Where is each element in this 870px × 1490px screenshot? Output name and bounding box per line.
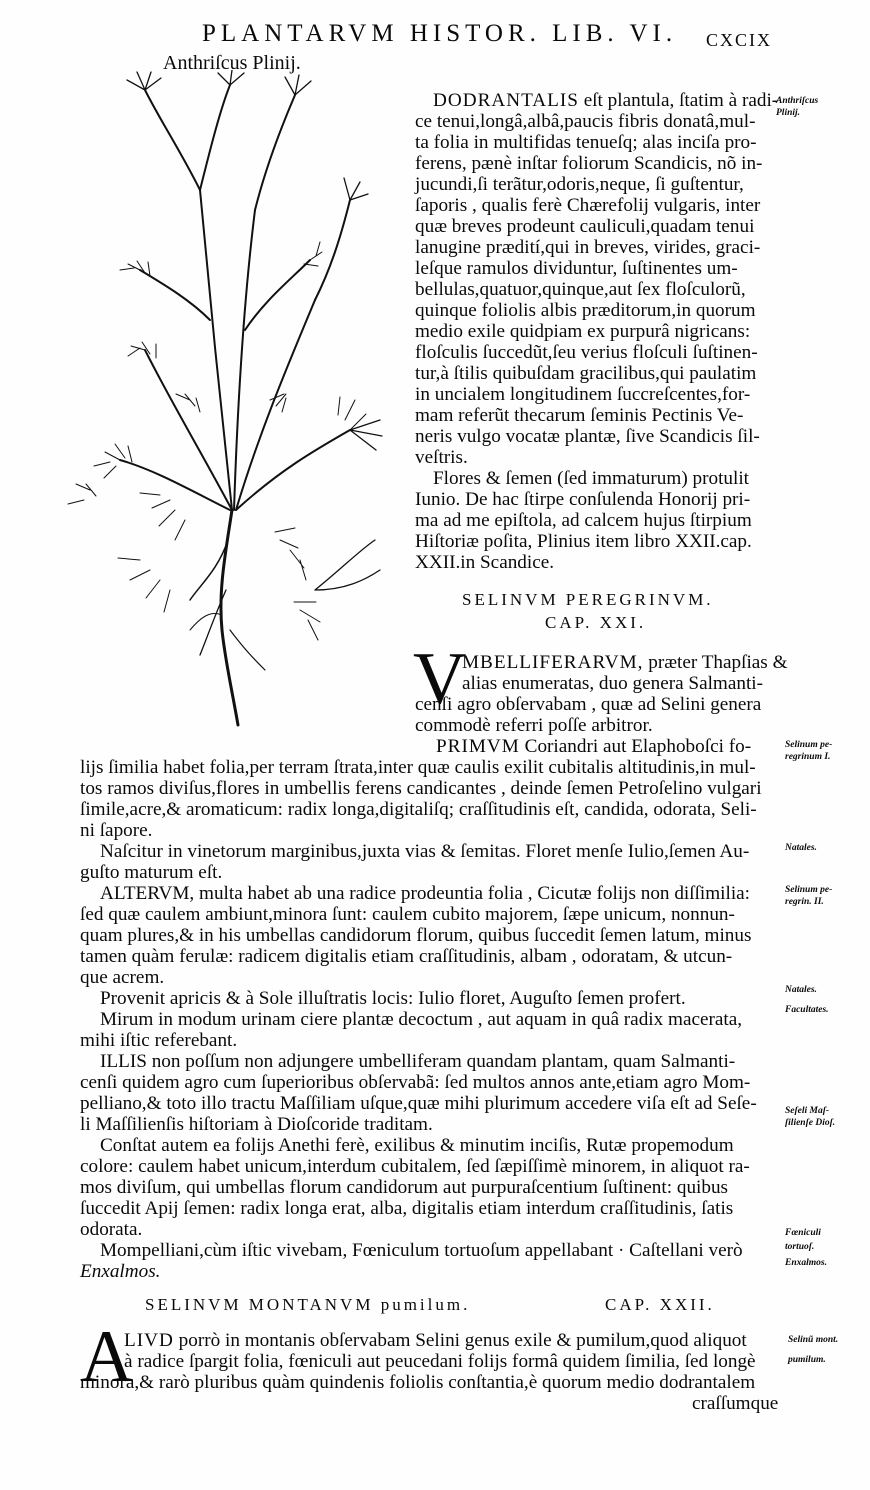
- margin-note: Anthriſcus: [776, 96, 819, 106]
- col-a-line: ma ad me epiſtola, ad calcem hujus ſtirpium: [415, 510, 752, 531]
- margin-note: Selinum pe-: [785, 740, 833, 750]
- margin-note: Selinũ mont.: [788, 1335, 839, 1345]
- col-a-line: jucundi,ſi terãtur,odoris,neque, ſi guſtentur,: [415, 174, 744, 195]
- col-a-line: medio exile quidpiam ex purpurâ nigricans:: [415, 321, 751, 342]
- body-line: que acrem.: [80, 967, 165, 988]
- margin-note: Natales.: [785, 985, 817, 995]
- body-line: odorata.: [80, 1219, 143, 1240]
- col-a-line: Iunio. De hac ſtirpe conſulenda Honorij pri-: [415, 489, 751, 510]
- body-line: tos ramos diviſus,flores in umbellis ferens candicantes , deinde ſemen Petroſelino vulgari: [80, 778, 762, 799]
- col-a-line: Hiſtoriæ poſita, Plinius item libro XXII.cap.: [415, 531, 752, 552]
- body-line: guſto maturum eſt.: [80, 862, 223, 883]
- body-line: ſuccedit Apij ſemen: radix longa erat, alba, digitalis etiam interdum craſſitudinis, ſatis: [80, 1198, 734, 1219]
- plant-illustration: [50, 70, 395, 735]
- chapter-heading: SELINVM PEREGRINVM.: [462, 590, 714, 609]
- body-line: ſimile,acre,& aromaticum: radix longa,digitaliſq; craſſitudinis eſt, candida, odorata, Seli-: [80, 799, 757, 820]
- body-line: Mompelliani,cùm iſtic vivebam, Fœniculum tortuoſum appellabant · Caſtellani verò: [100, 1240, 743, 1261]
- leaf-fronds: [68, 242, 366, 640]
- drop-cap: A: [80, 1316, 134, 1398]
- body-line: quam plures,& in his umbellas candidorum florum, quibus ſuccedit ſemen latum, minus: [80, 925, 752, 946]
- lead-word-primum: PRIMVM: [436, 736, 520, 757]
- margin-note: Facultates.: [785, 1005, 829, 1015]
- chapter-number: CAP. XXI.: [545, 613, 647, 632]
- body-line: cenſi quidem agro cum ſuperioribus obſervabã: ſed multos annos ante,etiam agro Mom-: [80, 1072, 751, 1093]
- figure-caption: Anthriſcus Plinij.: [163, 52, 301, 74]
- col-a-line: neris vulgo vocatæ plantæ, ſive Scandicis ſil-: [415, 426, 760, 447]
- col-a-line: [433, 90, 778, 111]
- body-line: Mirum in modum urinam ciere plantæ decoctum , aut aquam in quâ radix macerata,: [100, 1009, 743, 1030]
- body-line: pelliano,& toto illo tractu Maſſiliam uſque,quæ mihi plurimum accedere viſa eſt ad Seſe-: [80, 1093, 757, 1114]
- margin-note: Fœniculi: [785, 1228, 821, 1238]
- col-a-line: XXII.in Scandice.: [415, 552, 555, 573]
- col-a-line: veſtris.: [415, 447, 468, 468]
- margin-note: ſilienſe Dioſ.: [785, 1118, 836, 1128]
- body-line: ſed quæ caulem ambiunt,minora ſunt: caulem cubito majorem, ſæpe unicum, nonnun-: [80, 904, 735, 925]
- body-line: ALTERVM, multa habet ab una radice prodeuntia folia , Cicutæ folijs non diſſimilia:: [100, 883, 751, 904]
- cap22-text: porrò in montanis obſervabam Selini genus exile & pumilum,quod aliquot: [173, 1330, 747, 1351]
- body-line: ni ſapore.: [80, 820, 153, 841]
- body-line: Naſcitur in vinetorum marginibus,juxta vias & ſemitas. Floret menſe Iulio,ſemen Au-: [100, 841, 750, 862]
- running-title: PLANTARVM HISTOR. LIB. VI.: [202, 20, 678, 47]
- col-a-line: tur,à ſtilis quibuſdam gracilibus,qui paulatim: [415, 363, 757, 384]
- body-line: mihi iſtic referebant.: [80, 1030, 238, 1051]
- lead-word-alivd: LIVD: [124, 1330, 174, 1351]
- catchword: craſſumque: [692, 1393, 779, 1414]
- cap21-line: alias enumeratas, duo genera Salmanti-: [462, 673, 764, 694]
- col-a-line: Flores & ſemen (ſed immaturum) protulit: [433, 468, 750, 489]
- body-line: tamen quàm ferulæ: radicem digitalis etiam craſſitudinis, albam , odoratam, & utcun-: [80, 946, 733, 967]
- cap21-line: cenſi agro obſervabam , quæ ad Selini genera: [415, 694, 762, 715]
- margin-note: regrin. II.: [785, 897, 824, 907]
- lead-word-dodrantalis: DODRANTALIS: [433, 90, 579, 111]
- cap21-line: [436, 736, 751, 757]
- body-line: mos diviſum, qui umbellas florum candidorum aut purpuraſcentium ſuſtinent: quibus: [80, 1177, 729, 1198]
- drop-cap: V: [413, 638, 467, 720]
- margin-note: Enxalmos.: [785, 1258, 827, 1268]
- lead-word-umbelliferarum: MBELLIFERARVM,: [462, 652, 644, 673]
- col-a-line: mam referũt thecarum ſeminis Pectinis Ve-: [415, 405, 744, 426]
- chapter-number: CAP. XXII.: [605, 1295, 715, 1314]
- stems: [120, 85, 350, 510]
- page-number: CXCIX: [706, 30, 773, 50]
- body-line: ILLIS non poſſum non adjungere umbelliferam quandam plantam, quam Salmanti-: [100, 1051, 736, 1072]
- margin-note: tortuoſ.: [785, 1242, 815, 1252]
- body-line: colore: caulem habet unicum,interdum cubitalem, ſed ſæpiſſimè minorem, in aliquot ra-: [80, 1156, 750, 1177]
- body-line: Enxalmos.: [80, 1261, 161, 1282]
- cap22-line: minora,& rarò pluribus quàm quindenis foliolis conſtantia,è quorum medio dodrantalem: [80, 1372, 756, 1393]
- margin-note: Seſeli Maſ-: [785, 1106, 830, 1116]
- col-a-line: bellulas,quatuor,quinque,aut ſex floſculorũ,: [415, 279, 746, 300]
- margin-note: Natales.: [785, 843, 817, 853]
- margin-note: Plinij.: [776, 108, 801, 118]
- chapter-heading: SELINVM MONTANVM pumilum.: [145, 1295, 471, 1314]
- body-line: lijs ſimilia habet folia,per terram ſtrata,inter quæ caulis exilit cubitalis altitudinis,in mul-: [80, 757, 756, 778]
- margin-note: Selinum pe-: [785, 885, 833, 895]
- col-a-text: eſt plantula, ſtatim à radi-: [578, 90, 779, 111]
- col-a-line: in uncialem longitudinem ſuccreſcentes,for-: [415, 384, 751, 405]
- cap22-line: [124, 1330, 747, 1351]
- col-a-line: floſculis ſuccedũt,ſeu verius floſculi ſuſtinen-: [415, 342, 758, 363]
- cap21-text: Coriandri aut Elaphoboſci fo-: [519, 736, 752, 757]
- cap21-text: præter Thapſias &: [643, 652, 788, 673]
- cap21-line: [462, 652, 788, 673]
- body-line: li Maſſilienſis hiſtoriam à Dioſcoride traditam.: [80, 1114, 433, 1135]
- col-a-line: ce tenui,longâ,albâ,paucis fibris donatâ,mul-: [415, 111, 756, 132]
- margin-note: regrinum I.: [785, 752, 831, 762]
- seed-spikes: [127, 70, 382, 590]
- taproot: [190, 510, 265, 725]
- body-line: Provenit apricis & à Sole illuſtratis locis: Iulio floret, Auguſto ſemen profert.: [100, 988, 686, 1009]
- cap21-line: commodè referri poſſe arbitror.: [415, 715, 653, 736]
- col-a-line: quinque foliolis albis præditorum,in quorum: [415, 300, 756, 321]
- col-a-line: quæ breves prodeunt cauliculi,quadam tenui: [415, 216, 755, 237]
- col-a-line: leſque ramulos dividuntur, ſuſtinentes um-: [415, 258, 738, 279]
- col-a-line: lanugine prædití,qui in breves, virides, graci-: [415, 237, 761, 258]
- col-a-line: ferens, pænè inſtar foliorum Scandicis, nõ in-: [415, 153, 763, 174]
- cap22-line: à radice ſpargit folia, fœniculi aut peucedani folijs formâ quidem ſimilia, ſed longè: [124, 1351, 756, 1372]
- body-line: Conſtat autem ea folijs Anethi ferè, exilibus & minutim inciſis, Rutæ propemodum: [100, 1135, 734, 1156]
- col-a-line: ſaporis , qualis ferè Chærefolij vulgaris, inter: [415, 195, 761, 216]
- margin-note: pumilum.: [788, 1355, 826, 1365]
- col-a-line: ta folia in multifidas tenueſq; alas inciſa pro-: [415, 132, 757, 153]
